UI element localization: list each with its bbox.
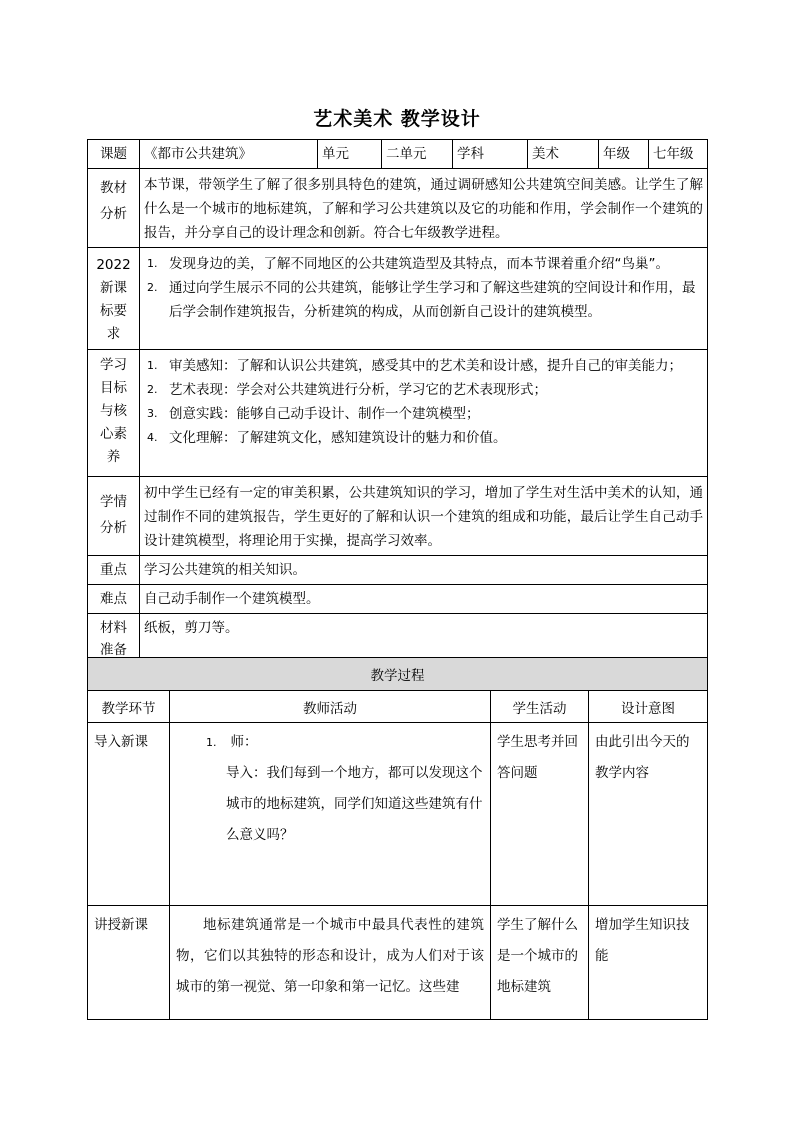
student-activity-cell: 学生思考并回答问题 [491, 723, 589, 906]
document-title: 艺术美术 教学设计 [313, 108, 481, 130]
design-intent-cell: 由此引出今天的教学内容 [589, 723, 708, 906]
student-activity-cell: 学生了解什么是一个城市的地标建筑 [491, 906, 589, 1020]
key-label: 重点 [88, 556, 140, 585]
teacher-activity-cell: 1. 师： 导入：我们每到一个地方，都可以发现这个城市的地标建筑，同学们知道这些建筑有什么意义吗？ [170, 723, 491, 906]
subject-label: 学科 [453, 140, 528, 169]
difficulty-label: 难点 [88, 585, 140, 614]
teacher-activity-cell: 地标建筑通常是一个城市中最具代表性的建筑物，它们以其独特的形态和设计，成为人们对于该城市的第一视觉、第一印象和第一记忆。这些建 [170, 906, 491, 1020]
goals-label: 学习目标与核心素养 [88, 350, 140, 477]
col-student-header: 学生活动 [491, 691, 589, 723]
analysis-label: 教材分析 [88, 169, 140, 248]
list-item: 2. 通过向学生展示不同的公共建筑，能够让学生学习和了解这些建筑的空间设计和作用，最后学会制作建筑报告，分析建筑的构成，从而创新自己设计的建筑模型。 [147, 280, 696, 320]
course-value: 《都市公共建筑》 [140, 140, 318, 169]
standard-cell [140, 248, 708, 350]
goals-cell [140, 350, 708, 477]
process-header: 教学过程 [88, 658, 708, 691]
difficulty-text: 自己动手制作一个建筑模型。 [140, 585, 708, 614]
materials-text: 纸板，剪刀等。 [140, 614, 708, 664]
list-item: 1. 发现身边的美，了解不同地区的公共建筑造型及其特点，而本节课着重介绍“鸟巢”。 [147, 256, 669, 272]
grade-value: 七年级 [649, 140, 708, 169]
unit-label: 单元 [318, 140, 382, 169]
stage-cell: 讲授新课 [88, 906, 170, 1020]
col-stage-header: 教学环节 [88, 691, 170, 723]
design-intent-cell: 增加学生知识技能 [589, 906, 708, 1020]
standard-label: 2022新课标要求 [88, 248, 140, 350]
col-intent-header: 设计意图 [589, 691, 708, 723]
grade-label: 年级 [599, 140, 649, 169]
list-item: 2. 艺术表现：学会对公共建筑进行分析，学习它的艺术表现形式； [147, 382, 547, 398]
table-row [88, 906, 708, 1020]
teaching-process-table [87, 657, 708, 1020]
list-item: 1. 审美感知：了解和认识公共建筑，感受其中的艺术美和设计感，提升自己的审美能力； [147, 358, 682, 374]
list-item: 3. 创意实践：能够自己动手设计、制作一个建筑模型； [147, 406, 480, 422]
course-label: 课题 [88, 140, 140, 169]
standard-list [140, 248, 707, 324]
stage-cell: 导入新课 [88, 723, 170, 906]
lesson-info-table [87, 139, 708, 664]
learner-label: 学情分析 [88, 477, 140, 556]
materials-label: 材料准备 [88, 614, 140, 664]
unit-value: 二单元 [382, 140, 453, 169]
goals-list [140, 350, 707, 450]
list-item: 4. 文化理解：了解建筑文化，感知建筑设计的魅力和价值。 [147, 430, 507, 446]
learner-text: 初中学生已经有一定的审美积累，公共建筑知识的学习，增加了学生对生活中美术的认知，通过制作不同的建筑报告，学生更好的了解和认识一个建筑的组成和功能，最后让学生自己动手设计建筑模型，将理论用于实操，提高学习效率。 [140, 477, 708, 556]
key-text: 学习公共建筑的相关知识。 [140, 556, 708, 585]
subject-value: 美术 [528, 140, 599, 169]
table-row [88, 723, 708, 906]
col-teacher-header: 教师活动 [170, 691, 491, 723]
analysis-text: 本节课，带领学生了解了很多别具特色的建筑，通过调研感知公共建筑空间美感。让学生了解什么是一个城市的地标建筑，了解和学习公共建筑以及它的功能和作用，学会制作一个建筑的报告，并分享自己的设计理念和创新。符合七年级教学进程。 [140, 169, 708, 248]
